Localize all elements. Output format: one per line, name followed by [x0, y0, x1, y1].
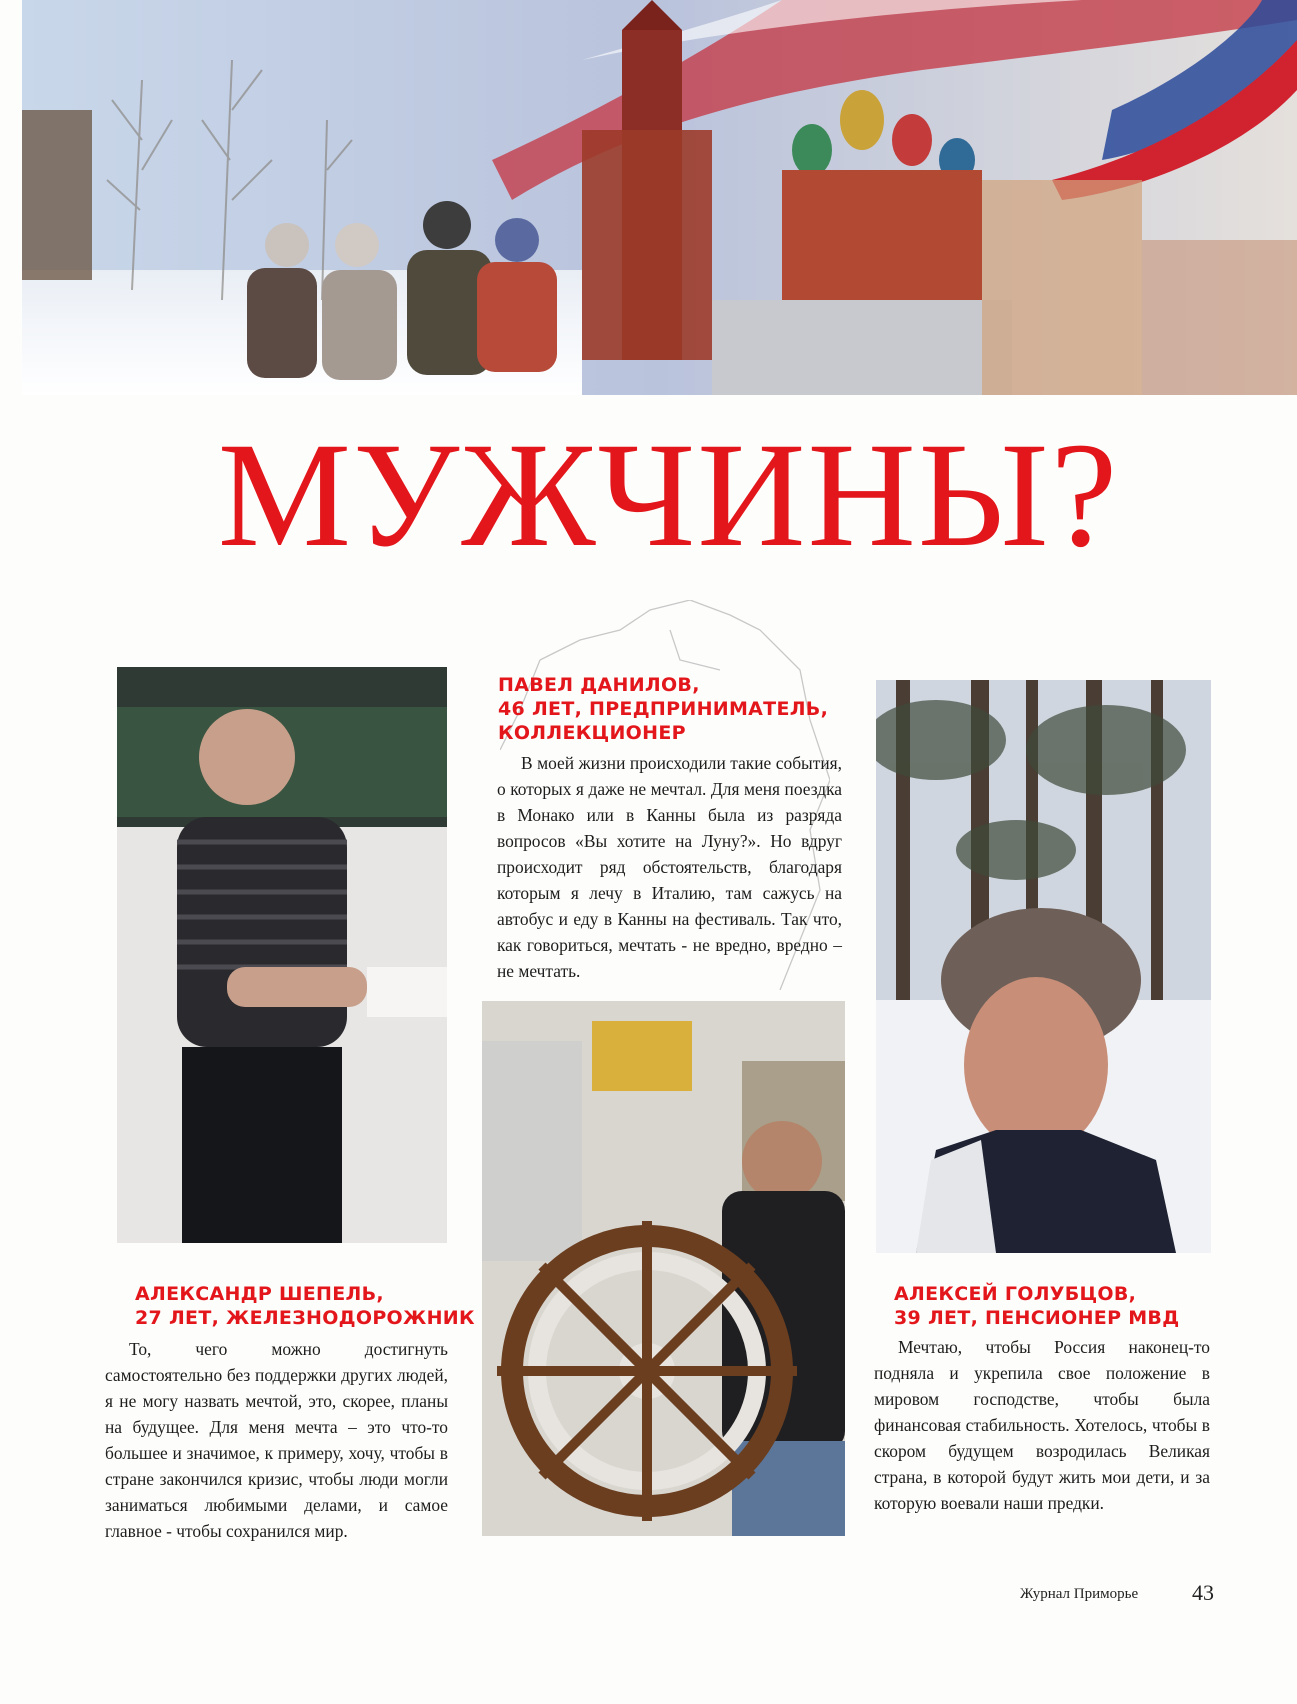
photo-alexander-shepel — [117, 667, 447, 1243]
footer-magazine-name: Журнал Приморье — [1020, 1586, 1139, 1602]
photo-pavel-danilov — [482, 1001, 845, 1536]
photo-alexey-golubtsov — [876, 680, 1211, 1253]
quote-alexey: Мечтаю, чтобы Россия наконец-то подняла и укрепила свое положение в мировом господстве, чтобы была финансовая стабильность. Хотелось, чтобы в скором будущем возродилась Великая страна, в которой будут жить мои дети, и за которую воевали наши предки. — [874, 1337, 1210, 1513]
quote-alexander: То, чего можно достигнуть самостоятельно без поддержки других людей, я не могу назвать мечтой, это, скорее, планы на будущее. Для меня мечта – это что-то большее и значимое, к примеру, хочу, чтобы в стране закончился кризис, чтобы люди могли заниматься любимыми делами, и самое главное - чтобы сохранился мир. — [105, 1339, 448, 1541]
person-name-alexander: АЛЕКСАНДР ШЕПЕЛЬ, 27 ЛЕТ, ЖЕЛЕЗНОДОРОЖНИК — [135, 1283, 475, 1329]
banner-illustration — [22, 0, 1297, 395]
person-name-alexey: АЛЕКСЕЙ ГОЛУБЦОВ, 39 ЛЕТ, ПЕНСИОНЕР МВД — [894, 1283, 1180, 1329]
person-name-pavel: ПАВЕЛ ДАНИЛОВ, 46 ЛЕТ, ПРЕДПРИНИМАТЕЛЬ, КОЛЛЕКЦИОНЕР — [498, 674, 829, 744]
page-number: 43 — [1192, 1580, 1214, 1605]
quote-pavel: В моей жизни происходили такие события, о которых я даже не мечтал. Для меня поездка в Монако или в Канны была из разряда вопросов «Вы хотите на Луну?». Но вдруг происходит ряд обстоятельств, благодаря которым я лечу в Италию, там сажусь на автобус и еду в Канны на фестиваль. Так что, как говориться, мечтать - не вредно, вредно – не мечтать. — [497, 753, 842, 981]
header-banner-collage — [22, 0, 1297, 395]
page-headline: МУЖЧИНЫ? — [217, 412, 1120, 578]
